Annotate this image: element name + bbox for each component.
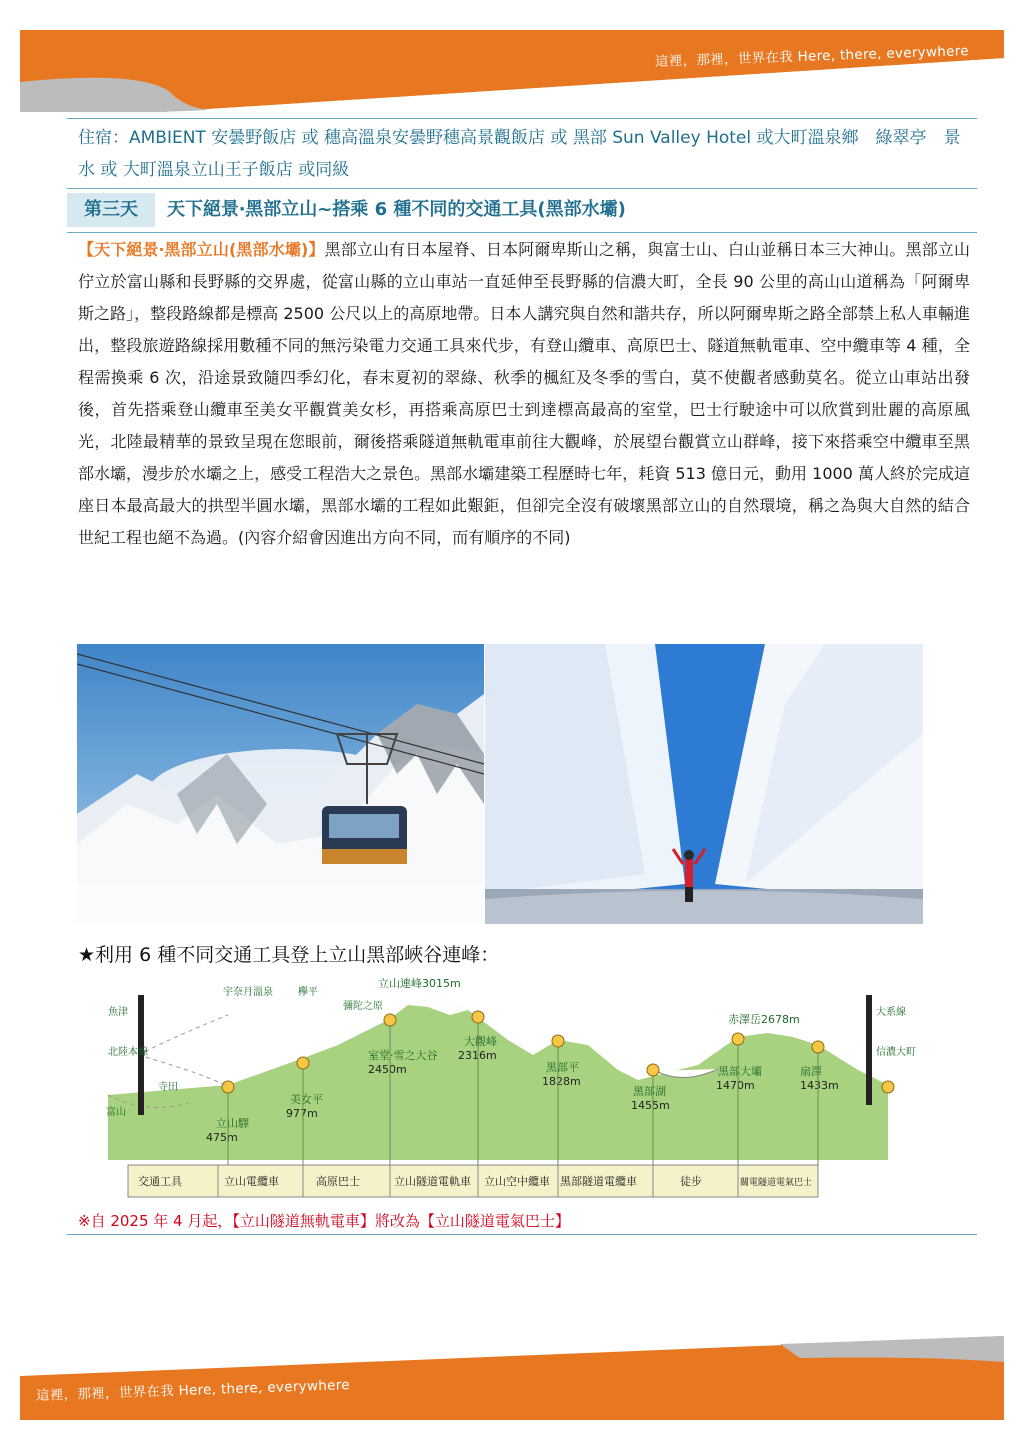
transport-heading: ★利用 6 種不同交通工具登上立山黑部峽谷連峰：: [78, 944, 500, 966]
day-label: 第三天: [67, 193, 155, 227]
table-trolley: 立山隧道電軌車: [394, 1175, 471, 1188]
table-header: 交通工具: [138, 1175, 182, 1188]
peak-label-akazawa: 赤澤岳2678m: [728, 1013, 800, 1026]
station-kurobe-dam: 黑部大壩: [718, 1065, 762, 1078]
footer-banner: [20, 1336, 1004, 1420]
accommodation-text: 住宿：AMBIENT 安曇野飯店 或 穗高溫泉安曇野穗高景觀飯店 或 黑部 Sun Valley Hotel 或大町溫泉鄉 綠翠亭 景水 或 大町溫泉立山王子飯店 或同級: [78, 128, 961, 180]
station-kurobedaira-elev: 1828m: [542, 1075, 581, 1088]
label-hokuriku-line: 北陸本線: [108, 1047, 148, 1058]
station-bijodaira-elev: 977m: [286, 1107, 318, 1120]
label-unazuki: 宇奈月溫泉: [223, 987, 273, 998]
intro-body: 黑部立山有日本屋脊、日本阿爾卑斯山之稱，與富士山、白山並稱日本三大神山。黑部立山佇立於富山縣和長野縣的交界處，從富山縣的立山車站一直延伸至長野縣的信濃大町，全長 90 公里的高山山道稱為「阿爾卑斯之路」，整段路線都是標高 2500 公尺以上的高原地帶。日本人講究與自然和諧共存，所以阿爾卑斯之路全部禁上私人車輛進出，整段旅遊路線採用數種不同的無污染電力交通工具來代步，有登山纜車、高原巴士、隧道無軌電車、空中纜車等 4 種，全程需換乘 6 次，沿途景致隨四季幻化，春末夏初的翠綠、秋季的楓紅及冬季的雪白，莫不使觀者感動莫名。從立山車站出發後，首先搭乘登山纜車至美女平觀賞美女杉，再搭乘高原巴士到達標高最高的室堂，巴士行駛途中可以欣賞到壯麗的高原風光，北陸最精華的景致呈現在您眼前，爾後搭乘隧道無軌電車前往大觀峰，於展望台觀賞立山群峰，接下來搭乘空中纜車至黑部水壩，漫步於水壩之上，感受工程浩大之景色。黑部水壩建築工程歷時七年，耗資 513 億日元，動用 1000 萬人終於完成這座日本最高最大的拱型半圓水壩，黑部水壩的工程如此艱鉅，但卻完全沒有破壞黑部立山的自然環境，稱之為與大自然的結合世紀工程也絕不為過。(內容介紹會因進出方向不同，而有順序的不同): [78, 240, 970, 547]
station-murodo: 室堂‧雪之大谷: [368, 1049, 438, 1062]
label-terada: 寺田: [158, 1082, 178, 1093]
station-kurobeko-elev: 1455m: [631, 1099, 670, 1112]
station-tateyama-elev: 475m: [206, 1131, 238, 1144]
station-kurobedaira: 黑部平: [546, 1061, 579, 1074]
station-tateyama: 立山驛: [216, 1117, 249, 1130]
intro-highlight: 【天下絕景‧黑部立山(黑部水壩)】: [78, 240, 325, 259]
label-toyama: 富山: [106, 1107, 126, 1118]
table-electric-bus: 關電隧道電氣巴士: [740, 1178, 813, 1188]
station-daikanbo: 大觀峰: [464, 1035, 497, 1048]
table-walk: 徒步: [680, 1175, 702, 1188]
table-highland-bus: 高原巴士: [316, 1175, 360, 1188]
day-title: 天下絕景‧黑部立山~搭乘 6 種不同的交通工具(黑部水壩): [167, 199, 626, 220]
station-ogizawa-elev: 1433m: [800, 1079, 839, 1092]
header-slogan: 這裡，那裡，世界在我 Here, there, everywhere: [654, 43, 970, 70]
photo-ropeway: [77, 644, 484, 924]
station-murodo-elev: 2450m: [368, 1063, 407, 1076]
day-top-divider: [67, 188, 977, 189]
table-cable-car: 立山電纜車: [224, 1175, 279, 1188]
station-bijodaira: 美女平: [290, 1093, 323, 1106]
label-keyakidaira: 欅平: [298, 987, 318, 998]
table-kurobe-cable: 黑部隧道電纜車: [560, 1175, 637, 1188]
station-kurobeko: 黑部湖: [633, 1085, 666, 1098]
station-daikanbo-elev: 2316m: [458, 1049, 497, 1062]
label-shinano-omachi: 信濃大町: [876, 1047, 916, 1058]
top-divider: [67, 118, 977, 119]
table-ropeway: 立山空中纜車: [484, 1175, 550, 1188]
station-kurobe-dam-elev: 1470m: [716, 1079, 755, 1092]
label-oito-line: 大系線: [876, 1007, 906, 1018]
footer-slogan: 這裡，那裡，世界在我 Here, there, everywhere: [35, 1377, 351, 1404]
bottom-divider: [67, 1234, 977, 1235]
route-diagram: [78, 975, 918, 1205]
photo-snow-wall: [485, 644, 923, 924]
notice-text: ※自 2025 年 4 月起，【立山隧道無軌電車】將改為【立山隧道電氣巴士】: [78, 1212, 570, 1230]
peak-label-tateyama: 立山連峰3015m: [378, 977, 461, 990]
intro-paragraph: [78, 234, 970, 554]
day-heading: [67, 190, 977, 233]
label-uozu: 魚津: [108, 1007, 128, 1018]
station-ogizawa: 扇澤: [800, 1065, 822, 1078]
label-midagahara: 彌陀之原: [343, 1001, 383, 1012]
